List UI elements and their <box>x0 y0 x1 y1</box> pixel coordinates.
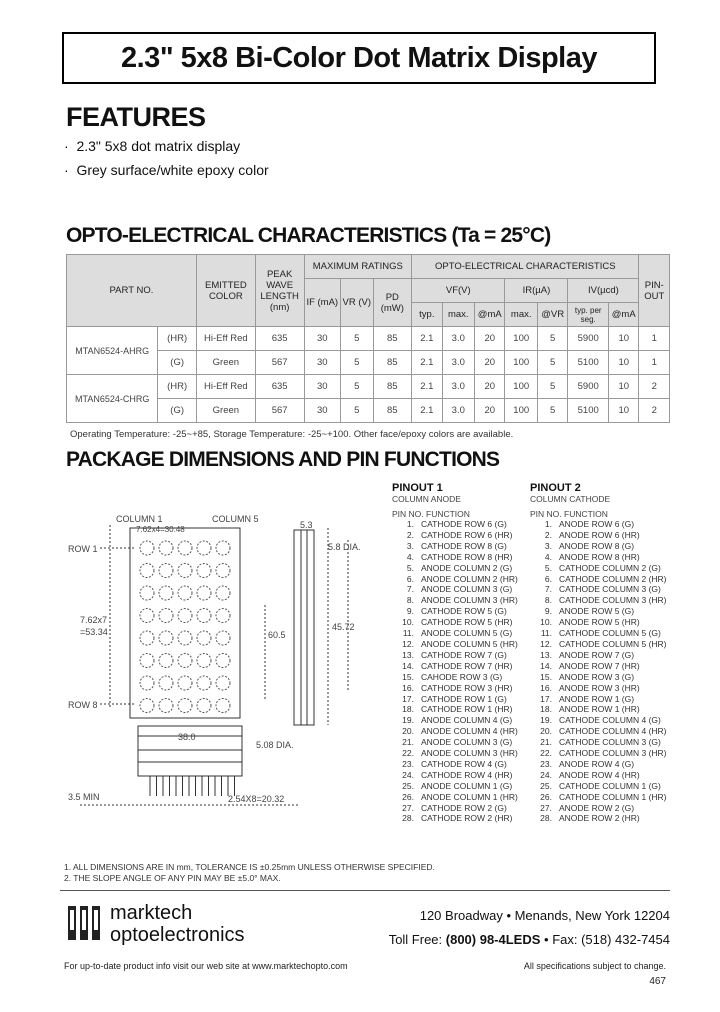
pin-row: 5. CATHODE COLUMN 2 (G) <box>544 562 661 573</box>
svg-text:5.08 DIA.: 5.08 DIA. <box>256 740 294 750</box>
pin-row: 15. CAHODE ROW 3 (G) <box>402 671 503 682</box>
svg-text:45.72: 45.72 <box>332 622 355 632</box>
pin-row: 5. ANODE COLUMN 2 (G) <box>406 562 513 573</box>
title-box <box>62 32 656 84</box>
led-dot <box>140 564 154 578</box>
pin-row: 4. CATHODE ROW 8 (HR) <box>406 551 513 562</box>
pin-row: 2. CATHODE ROW 6 (HR) <box>406 529 513 540</box>
led-dot <box>140 631 154 645</box>
pin-row: 7. CATHODE COLUMN 3 (G) <box>544 584 661 595</box>
led-dot <box>216 654 230 668</box>
pinout-1: PINOUT 1 COLUMN ANODE PIN NO. FUNCTION 1. CATHODE ROW 6 (G) 2. CATHODE ROW 6 (HR) 3. CATHODE ROW 8 (G) 4. CATHODE ROW 8 (HR) 5. ANODE COLUMN 2 (G) 6. ANODE COLUMN 2 (HR) 7. ANODE COLUMN 3 (G) 8. ANODE COLUMN 3 (HR) 9. CATHODE ROW 5 (G) 10. CATHODE ROW 5 (HR) 11. ANODE COLUMN 5 (G) 12. ANODE COLUMN 5 (HR) 13. CATHODE ROW 7 (G) 14. CATHODE ROW 7 (HR) 15. CAHODE ROW 3 (G) 16. CATHODE ROW 3 (HR) 17. CATHODE ROW 1 (G) 18. CATHODE ROW 1 (HR) 19. ANODE COLUMN 4 (G) 20. ANODE COLUMN 4 (HR) 21. ANODE COLUMN 3 (G) 22. ANODE COLUMN 3 (HR) 23. CATHODE ROW 4 (G) 24. CATHODE ROW 4 (HR) 25. ANODE COLUMN 1 (G) 26. ANODE COLUMN 1 (HR) 27. CATHODE ROW 2 (G) 28. CATHODE ROW 2 (HR) <box>392 482 532 824</box>
hdr-ir: IR(µA) <box>505 279 568 303</box>
pin-row: 1. ANODE ROW 6 (G) <box>544 519 635 529</box>
website-note: For up-to-date product info visit our web site at www.marktechopto.com <box>64 961 348 971</box>
divider <box>60 890 670 891</box>
company-address: 120 Broadway • Menands, New York 12204 <box>419 908 670 923</box>
led-dot <box>216 631 230 645</box>
hdr-max: max. <box>505 303 537 327</box>
led-dot <box>159 699 173 713</box>
pin-row: 7. ANODE COLUMN 3 (G) <box>406 584 513 595</box>
led-dot <box>197 541 211 555</box>
pin-row: 26. CATHODE COLUMN 1 (HR) <box>540 791 667 802</box>
hdr-opto-char: OPTO-ELECTRICAL CHARACTERISTICS <box>412 255 639 279</box>
hdr-vf: VF(V) <box>412 279 505 303</box>
dimension-note-2: 2. THE SLOPE ANGLE OF ANY PIN MAY BE ±5.0° MAX. <box>64 873 281 883</box>
pin-row: 3. CATHODE ROW 8 (G) <box>406 540 507 551</box>
pin-row: 2. ANODE ROW 6 (HR) <box>544 529 640 540</box>
pin-row: 6. ANODE COLUMN 2 (HR) <box>406 573 518 584</box>
svg-text:2.54X8=20.32: 2.54X8=20.32 <box>228 794 285 804</box>
pin-row: 16. ANODE ROW 3 (HR) <box>540 682 640 693</box>
feature-item: · Grey surface/white epoxy color <box>64 162 269 178</box>
hdr-if: IF (mA) <box>304 279 341 327</box>
led-dot <box>178 564 192 578</box>
pin-row: 17. ANODE ROW 1 (G) <box>540 693 635 704</box>
hdr-max: max. <box>442 303 474 327</box>
page-title: 2.3" 5x8 Bi-Color Dot Matrix Display <box>121 42 597 74</box>
hdr-emitted-color: EMITTED COLOR <box>196 255 255 327</box>
feature-item: · 2.3" 5x8 dot matrix display <box>64 138 241 154</box>
pin-row: 19. ANODE COLUMN 4 (G) <box>402 715 513 726</box>
pin-row: 27. ANODE ROW 2 (G) <box>540 802 635 813</box>
svg-text:ROW 8: ROW 8 <box>68 700 98 710</box>
led-dot <box>216 609 230 623</box>
svg-text:7.62x4=30.48: 7.62x4=30.48 <box>136 525 185 534</box>
pin-row: 14. ANODE ROW 7 (HR) <box>540 660 640 671</box>
pin-row: 23. ANODE ROW 4 (G) <box>540 758 635 769</box>
pin-row: 8. ANODE COLUMN 3 (HR) <box>406 595 518 606</box>
pin-row: 9. ANODE ROW 5 (G) <box>544 606 635 617</box>
led-dot <box>140 654 154 668</box>
temperature-note: Operating Temperature: -25~+85, Storage Temperature: -25~+100. Other face/epoxy colors are available. <box>70 429 514 440</box>
led-dot <box>140 586 154 600</box>
svg-text:=53.34: =53.34 <box>80 627 108 637</box>
pin-row: 19. CATHODE COLUMN 4 (G) <box>540 715 661 726</box>
pin-row: 28. CATHODE ROW 2 (HR) <box>402 813 513 824</box>
pin-row: 28. ANODE ROW 2 (HR) <box>540 813 640 824</box>
hdr-part-no: PART NO. <box>67 255 197 327</box>
led-dot <box>159 586 173 600</box>
led-dot <box>197 586 211 600</box>
pin-row: 20. ANODE COLUMN 4 (HR) <box>402 726 518 737</box>
led-dot <box>216 699 230 713</box>
pin-row: 13. CATHODE ROW 7 (G) <box>402 649 507 660</box>
svg-text:3.5 MIN: 3.5 MIN <box>68 792 100 802</box>
table-row: MTAN6524-AHRG (HR) Hi-Eff Red 635 30 5 85 2.1 3.0 20 100 5 5900 10 1 <box>67 327 670 351</box>
svg-text:COLUMN 1: COLUMN 1 <box>116 514 163 524</box>
svg-text:5.3: 5.3 <box>300 520 313 530</box>
pin-row: 16. CATHODE ROW 3 (HR) <box>402 682 513 693</box>
led-dot <box>178 631 192 645</box>
hdr-at-ma: @mA <box>609 303 639 327</box>
pin-row: 21. CATHODE COLUMN 3 (G) <box>540 737 661 748</box>
pin-row: 11. CATHODE COLUMN 5 (G) <box>540 628 661 639</box>
pin-row: 6. CATHODE COLUMN 2 (HR) <box>544 573 667 584</box>
opto-heading: OPTO-ELECTRICAL CHARACTERISTICS (Ta = 25°C) <box>66 224 551 247</box>
table-row: (G) Green 567 30 5 85 2.1 3.0 20 100 5 5100 10 1 <box>67 351 670 375</box>
svg-text:ROW 1: ROW 1 <box>68 544 98 554</box>
pin-row: 24. ANODE ROW 4 (HR) <box>540 769 640 780</box>
led-dot <box>216 541 230 555</box>
pin-row: 11. ANODE COLUMN 5 (G) <box>402 628 513 639</box>
hdr-typ: typ. <box>412 303 442 327</box>
led-dot <box>178 541 192 555</box>
pin-row: 14. CATHODE ROW 7 (HR) <box>402 660 513 671</box>
pin-row: 13. ANODE ROW 7 (G) <box>540 649 635 660</box>
hdr-pin-out: PIN-OUT <box>639 255 670 327</box>
table-row: MTAN6524-CHRG (HR) Hi-Eff Red 635 30 5 85 2.1 3.0 20 100 5 5900 10 2 <box>67 375 670 399</box>
contact-phone: Toll Free: (800) 98-4LEDS • Fax: (518) 432-7454 <box>388 932 670 947</box>
led-dot <box>197 631 211 645</box>
led-dot <box>178 586 192 600</box>
spec-table <box>66 254 670 423</box>
pinout-2: PINOUT 2 COLUMN CATHODE PIN NO. FUNCTION 1. ANODE ROW 6 (G) 2. ANODE ROW 6 (HR) 3. ANODE ROW 8 (G) 4. ANODE ROW 8 (HR) 5. CATHODE COLUMN 2 (G) 6. CATHODE COLUMN 2 (HR) 7. CATHODE COLUMN 3 (G) 8. CATHODE COLUMN 3 (HR) 9. ANODE ROW 5 (G) 10. ANODE ROW 5 (HR) 11. CATHODE COLUMN 5 (G) 12. CATHODE COLUMN 5 (HR) 13. ANODE ROW 7 (G) 14. ANODE ROW 7 (HR) 15. ANODE ROW 3 (G) 16. ANODE ROW 3 (HR) 17. ANODE ROW 1 (G) 18. ANODE ROW 1 (HR) 19. CATHODE COLUMN 4 (G) 20. CATHODE COLUMN 4 (HR) 21. CATHODE COLUMN 3 (G) 22. CATHODE COLUMN 3 (HR) 23. ANODE ROW 4 (G) 24. ANODE ROW 4 (HR) 25. CATHODE COLUMN 1 (G) 26. CATHODE COLUMN 1 (HR) 27. ANODE ROW 2 (G) 28. ANODE ROW 2 (HR) <box>530 482 690 824</box>
pin-row: 23. CATHODE ROW 4 (G) <box>402 758 507 769</box>
hdr-iv: IV(µcd) <box>568 279 639 303</box>
hdr-at-v: @VR <box>537 303 567 327</box>
package-drawing <box>60 500 380 840</box>
features-heading: FEATURES <box>66 102 206 132</box>
led-dot <box>140 676 154 690</box>
led-dot <box>140 609 154 623</box>
page-number: 467 <box>649 976 666 987</box>
led-dot <box>216 586 230 600</box>
pin-row: 4. ANODE ROW 8 (HR) <box>544 551 640 562</box>
led-dot <box>216 676 230 690</box>
pin-row: 25. CATHODE COLUMN 1 (G) <box>540 780 661 791</box>
pin-row: 24. CATHODE ROW 4 (HR) <box>402 769 513 780</box>
svg-text:5.8 DIA.: 5.8 DIA. <box>328 542 361 552</box>
table-row: (G) Green 567 30 5 85 2.1 3.0 20 100 5 5100 10 2 <box>67 399 670 423</box>
led-dot <box>159 676 173 690</box>
hdr-peak-wave: PEAK WAVE LENGTH (nm) <box>255 255 304 327</box>
svg-text:COLUMN 5: COLUMN 5 <box>212 514 259 524</box>
marktech-logo-icon <box>68 906 104 945</box>
pin-row: 27. CATHODE ROW 2 (G) <box>402 802 507 813</box>
disclaimer: All specifications subject to change. <box>523 961 666 971</box>
led-dot <box>159 654 173 668</box>
led-dot <box>159 541 173 555</box>
pin-row: 3. ANODE ROW 8 (G) <box>544 540 635 551</box>
svg-text:60.5: 60.5 <box>268 630 286 640</box>
pin-row: 26. ANODE COLUMN 1 (HR) <box>402 791 518 802</box>
package-heading: PACKAGE DIMENSIONS AND PIN FUNCTIONS <box>66 448 500 471</box>
pin-row: 22. CATHODE COLUMN 3 (HR) <box>540 748 667 759</box>
pin-row: 25. ANODE COLUMN 1 (G) <box>402 780 513 791</box>
led-dot <box>197 676 211 690</box>
hdr-at-ma: @mA <box>475 303 505 327</box>
led-dot <box>159 564 173 578</box>
pin-row: 10. CATHODE ROW 5 (HR) <box>402 617 513 628</box>
brand-name: marktech optoelectronics <box>110 902 245 946</box>
hdr-pd: PD (mW) <box>373 279 412 327</box>
led-dot <box>197 609 211 623</box>
led-dot <box>197 699 211 713</box>
pin-row: 15. ANODE ROW 3 (G) <box>540 671 635 682</box>
led-dot <box>140 699 154 713</box>
led-dot <box>178 699 192 713</box>
led-dot <box>159 631 173 645</box>
led-dot <box>216 564 230 578</box>
svg-text:38.0: 38.0 <box>178 732 196 742</box>
hdr-vr: VR (V) <box>341 279 373 327</box>
dimension-note-1: 1. ALL DIMENSIONS ARE IN mm, TOLERANCE IS ±0.25mm UNLESS OTHERWISE SPECIFIED. <box>64 862 435 872</box>
led-dot <box>178 654 192 668</box>
hdr-max-ratings: MAXIMUM RATINGS <box>304 255 412 279</box>
hdr-typ-seg: typ. per seg. <box>568 303 609 327</box>
led-dot <box>197 654 211 668</box>
svg-text:7.62x7: 7.62x7 <box>80 615 108 625</box>
led-dot <box>178 609 192 623</box>
side-profile <box>294 530 314 725</box>
pin-row: 9. CATHODE ROW 5 (G) <box>406 606 507 617</box>
led-dot <box>178 676 192 690</box>
pin-row: 17. CATHODE ROW 1 (G) <box>402 693 507 704</box>
pin-row: 22. ANODE COLUMN 3 (HR) <box>402 748 518 759</box>
pin-row: 21. ANODE COLUMN 3 (G) <box>402 737 513 748</box>
led-dot <box>159 609 173 623</box>
led-dot <box>197 564 211 578</box>
pin-row: 10. ANODE ROW 5 (HR) <box>540 617 640 628</box>
pin-row: 1. CATHODE ROW 6 (G) <box>406 519 507 529</box>
pin-row: 18. ANODE ROW 1 (HR) <box>540 704 640 715</box>
led-dot <box>140 541 154 555</box>
pin-row: 8. CATHODE COLUMN 3 (HR) <box>544 595 667 606</box>
pin-row: 12. ANODE COLUMN 5 (HR) <box>402 638 518 649</box>
pin-row: 18. CATHODE ROW 1 (HR) <box>402 704 513 715</box>
pin-row: 20. CATHODE COLUMN 4 (HR) <box>540 726 667 737</box>
pin-row: 12. CATHODE COLUMN 5 (HR) <box>540 638 667 649</box>
